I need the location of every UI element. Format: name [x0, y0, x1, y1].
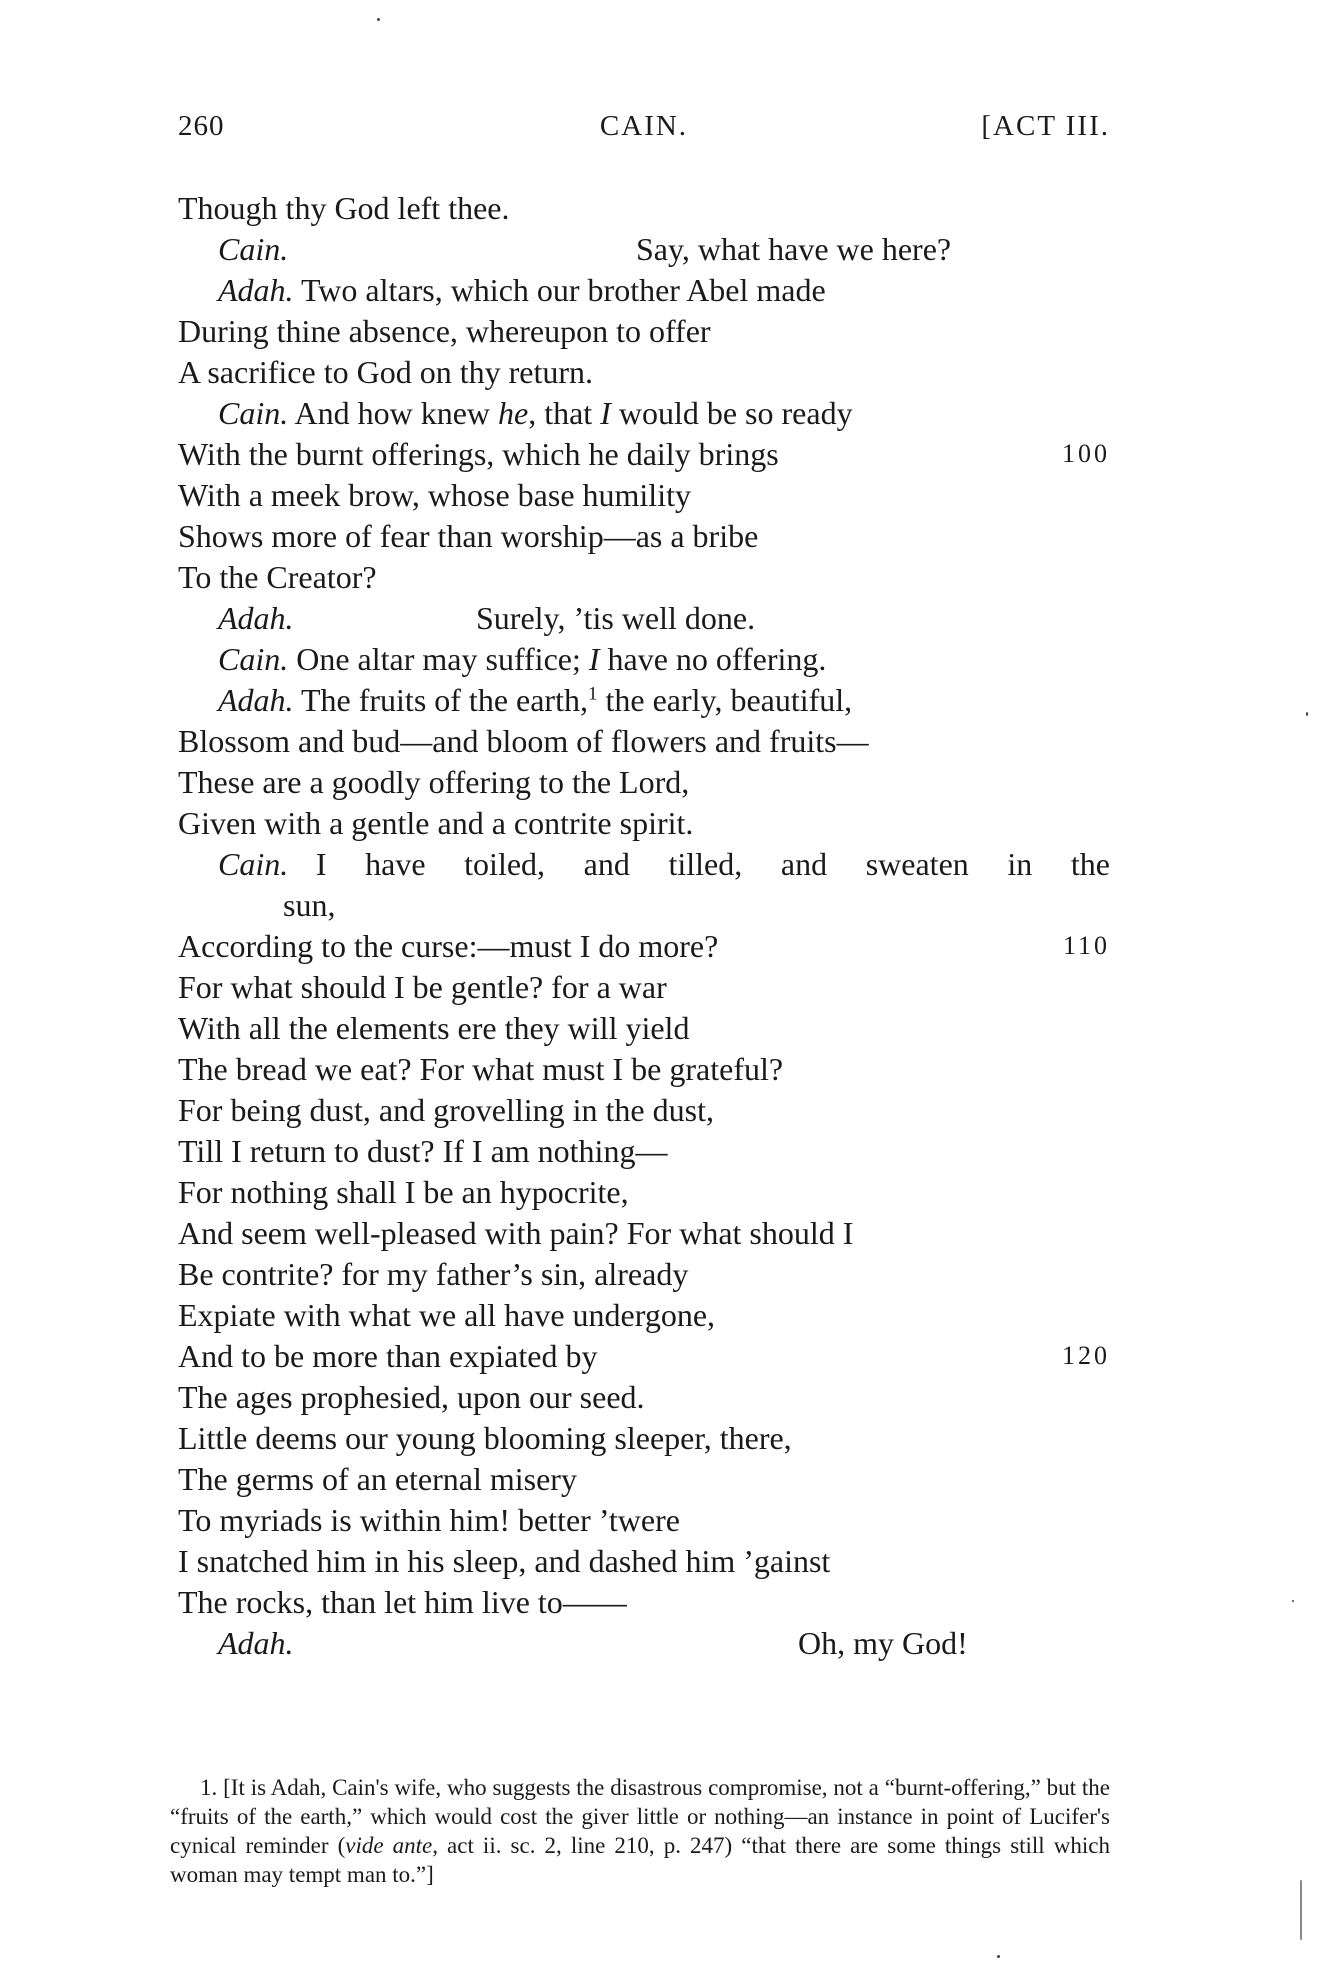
- speaker-name: Adah.: [218, 682, 294, 718]
- line-number: 120: [1062, 1341, 1110, 1370]
- verse-line: The bread we eat? For what must I be grateful?: [178, 1051, 784, 1087]
- act-label: [ACT III.: [981, 110, 1110, 142]
- verse-line: The rocks, than let him live to——: [178, 1584, 627, 1620]
- verse-line: Cain. One altar may suffice; I have no offering.: [218, 641, 827, 677]
- verse-line: According to the curse:—must I do more?: [178, 928, 719, 964]
- verse-line: For what should I be gentle? for a war: [178, 969, 667, 1005]
- line-number: 110: [1062, 931, 1110, 960]
- verse-line: With all the elements ere they will yield: [178, 1010, 690, 1046]
- verse-line: Given with a gentle and a contrite spirit.: [178, 805, 694, 841]
- running-title: CAIN.: [599, 110, 689, 142]
- verse-line: And seem well-pleased with pain? For what should I: [178, 1215, 854, 1251]
- verse-line: During thine absence, whereupon to offer: [178, 313, 711, 349]
- verse-line: Adah. Oh, my God!: [218, 1625, 968, 1661]
- verse-line: Adah. The fruits of the earth,$^1$ the early, beautiful,: [218, 682, 853, 718]
- verse-line: Adah. Surely, ’tis well done.: [218, 600, 756, 636]
- verse-line: A sacrifice to God on thy return.: [178, 354, 593, 390]
- verse-line: sun,: [283, 887, 336, 923]
- footnote-marker: 1.: [200, 1775, 218, 1800]
- verse-line: Cain. And how knew he, that I would be so ready: [218, 395, 853, 431]
- scan-speck: [997, 1955, 1000, 1958]
- verse-line: Cain. Say, what have we here?: [218, 231, 952, 267]
- verse-line: To myriads is within him! better ’twere: [178, 1502, 680, 1538]
- speaker-name: Cain.: [218, 395, 289, 431]
- verse-line: Till I return to dust? If I am nothing—: [178, 1133, 668, 1169]
- scan-speck: [1306, 712, 1308, 716]
- verse-line: And to be more than expiated by: [178, 1338, 598, 1374]
- verse-line: The germs of an eternal misery: [178, 1461, 577, 1497]
- speaker-name: Cain.: [218, 231, 289, 267]
- speaker-name: Adah.: [218, 272, 294, 308]
- verse-line: For nothing shall I be an hypocrite,: [178, 1174, 629, 1210]
- verse-line: Blossom and bud—and bloom of flowers and fruits—: [178, 723, 869, 759]
- verse-line: With a meek brow, whose base humility: [178, 477, 691, 513]
- verse-line: These are a goodly offering to the Lord,: [178, 764, 690, 800]
- page-number: 260: [178, 110, 225, 142]
- verse-line: With the burnt offerings, which he daily brings: [178, 436, 779, 472]
- verse-line: Cain. I have toiled, and tilled, and sweaten in the: [218, 846, 1111, 882]
- speaker-name: Adah.: [218, 1625, 294, 1661]
- verse-line: Though thy God left thee.: [178, 190, 510, 226]
- verse-line: Be contrite? for my father’s sin, already: [178, 1256, 689, 1292]
- verse-line: To the Creator?: [178, 559, 377, 595]
- verse-line: I snatched him in his sleep, and dashed him ’gainst: [178, 1543, 831, 1579]
- verse-line: For being dust, and grovelling in the dust,: [178, 1092, 714, 1128]
- scan-speck: [1292, 1600, 1294, 1602]
- running-header: [178, 110, 1110, 150]
- verse-line: Shows more of fear than worship—as a bribe: [178, 518, 759, 554]
- verse-line: Expiate with what we all have undergone,: [178, 1297, 716, 1333]
- verse-line: Little deems our young blooming sleeper, there,: [178, 1420, 792, 1456]
- footnote-reference: 1: [587, 683, 598, 705]
- speaker-name: Adah.: [218, 600, 294, 636]
- speaker-name: Cain.: [218, 846, 289, 882]
- footnote: 1. [It is Adah, Cain's wife, who suggests the disastrous compromise, not a “burnt-offering,” but the “fruits of the earth,” which would cost the giver little or nothing—an instance in point of Lucifer's cynical reminder (vide ante, act ii. sc. 2, line 210, p. 247) “that there are some things still which woman may tempt man to.”]: [170, 1775, 1111, 1887]
- line-number: 100: [1062, 439, 1110, 468]
- verse-line: Adah. Two altars, which our brother Abel made: [218, 272, 826, 308]
- scan-speck: [377, 18, 380, 21]
- scan-edge-mark: [1300, 1880, 1302, 1940]
- speaker-name: Cain.: [218, 641, 289, 677]
- verse-line: The ages prophesied, upon our seed.: [178, 1379, 645, 1415]
